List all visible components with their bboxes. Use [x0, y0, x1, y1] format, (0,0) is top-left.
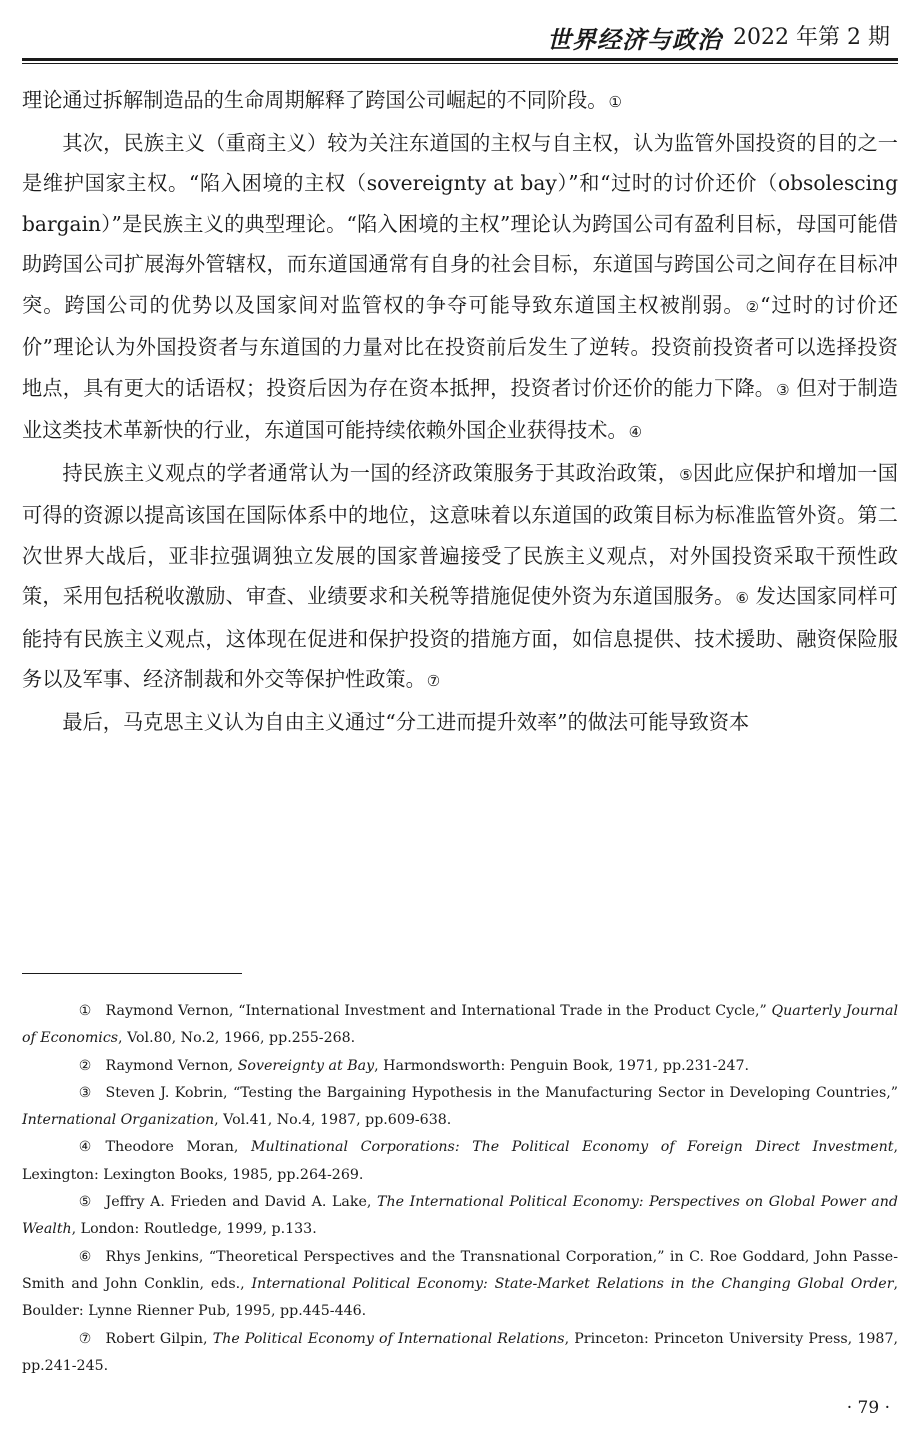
footnote-marker-4[interactable]: ④: [628, 423, 643, 441]
paragraph-3: 持民族主义观点的学者通常认为一国的经济政策服务于其政治政策，⑤因此应保护和增加一国可得的资源以提高该国在国际体系中的地位，这意味着以东道国的政策目标为标准监管外资。第二次世界大战后，亚非拉强调独立发展的国家普遍接受了民族主义观点，对外国投资采取干预性政策，采用包括税收激励、审查、业绩要求和关税等措施促使外资为东道国服务。⑥ 发达国家同样可能持有民族主义观点，这体现在促进和保护投资的措施方面，如信息提供、技术援助、融资保险服务以及军事、经济制裁和外交等保护性政策。⑦: [22, 460, 898, 691]
footnote-5: ⑤ Jeffry A. Frieden and David A. Lake, The International Political Economy: Perspectives on Global Power and Wealth, London: Routledge, 1999, p.133.: [22, 1194, 898, 1238]
footnote-divider: [22, 973, 242, 974]
footnote-6: ⑥ Rhys Jenkins, “Theoretical Perspectives and the Transnational Corporation,” in C. Roe Goddard, John Passe-Smith and John Conklin, eds., International Political Economy: State-Market Relations in the Changing Global Order, Boulder: Lynne Rienner Pub, 1995, pp.445-446.: [22, 1248, 898, 1320]
article-body: [22, 80, 898, 742]
footnote-marker-1[interactable]: ①: [608, 93, 622, 111]
footnote-marker-5[interactable]: ⑤: [679, 465, 694, 484]
footnote-marker-2[interactable]: ②: [745, 297, 761, 316]
footnote-marker-3[interactable]: ③: [776, 380, 790, 399]
footnote-2: ② Raymond Vernon, Sovereignty at Bay, Harmondsworth: Penguin Book, 1971, pp.231-247.: [78, 1057, 750, 1074]
paragraph-2: 其次，民族主义（重商主义）较为关注东道国的主权与自主权，认为监管外国投资的目的之一是维护国家主权。“陷入困境的主权（sovereignty at bay）”和“过时的讨价还价（obsolescing bargain）”是民族主义的典型理论。“陷入困境的主权”理论认为跨国公司有盈利目标，母国可能借助跨国公司扩展海外管辖权，而东道国通常有自身的社会目标，东道国与跨国公司之间存在目标冲突。跨国公司的优势以及国家间对监管权的争夺可能导致东道国主权被削弱。②“过时的讨价还价”理论认为外国投资者与东道国的力量对比在投资前后发生了逆转。投资前投资者可以选择投资地点，具有更大的话语权；投资后因为存在资本抵押，投资者讨价还价的能力下降。③ 但对于制造业这类技术革新快的行业，东道国可能持续依赖外国企业获得技术。④: [22, 130, 898, 442]
footnote-marker-6[interactable]: ⑥: [735, 589, 750, 607]
journal-logo: 世界经济与政治: [547, 25, 722, 54]
footnotes: [22, 998, 898, 1380]
footnote-3: ③ Steven J. Kobrin, “Testing the Bargaining Hypothesis in the Manufacturing Sector in Developing Countries,” International Organization, Vol.41, No.4, 1987, pp.609-638.: [22, 1084, 898, 1129]
paragraph-4: 最后，马克思主义认为自由主义通过“分工进而提升效率”的做法可能导致资本: [62, 709, 750, 734]
footnote-7: ⑦ Robert Gilpin, The Political Economy of International Relations, Princeton: Princeton University Press, 1987, pp.241-245.: [22, 1330, 898, 1374]
paragraph-1: 理论通过拆解制造品的生命周期解释了跨国公司崛起的不同阶段。①: [22, 88, 622, 112]
header-rule-thick: [22, 58, 898, 61]
issue-label: 2022 年第 2 期: [733, 25, 890, 50]
footnote-marker-7[interactable]: ⑦: [426, 672, 441, 690]
footnote-1: ① Raymond Vernon, “International Investment and International Trade in the Product Cycle,” Quarterly Journal of Economics, Vol.80, No.2, 1966, pp.255-268.: [22, 1003, 898, 1047]
footnote-4: ④ Theodore Moran, Multinational Corporations: The Political Economy of Foreign Direct Investment, Lexington: Lexington Books, 1985, pp.264-269.: [22, 1139, 898, 1183]
header-rule-thin: [22, 63, 898, 64]
page-number: · 79 ·: [846, 1398, 890, 1418]
running-header: [22, 14, 898, 58]
